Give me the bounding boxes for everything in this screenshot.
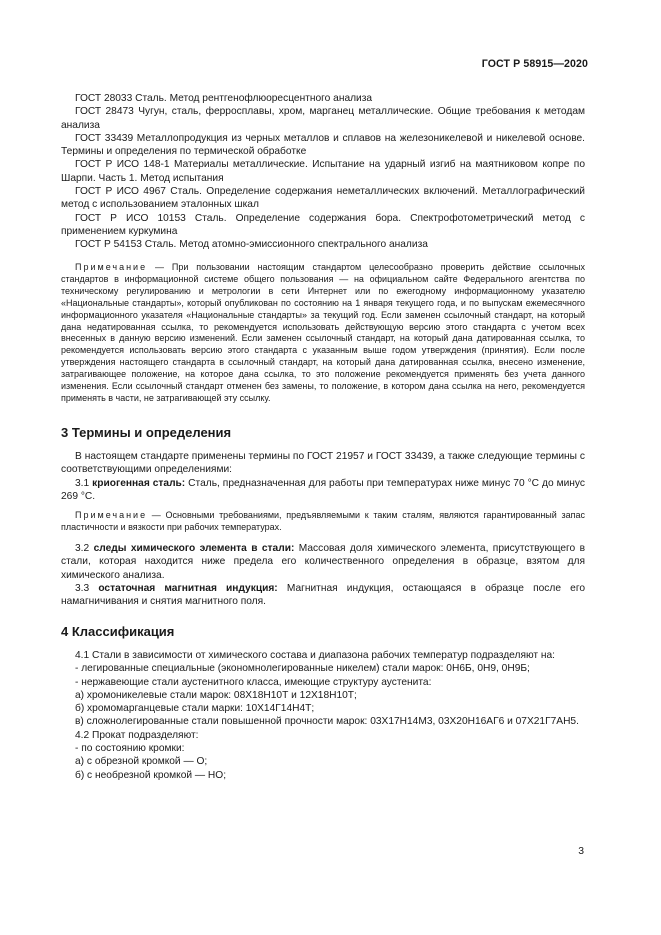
term-3-3: 3.3 остаточная магнитная индукция: Магнитная индукция, остающаяся в образце после его намагничивания и снятия магнитного поля. — [61, 582, 585, 608]
term-definition: Магнитная индукция, остающаяся в образце после его намагничивания и снятия магнитного поля. — [61, 582, 585, 608]
reference-item: ГОСТ Р 54153 Сталь. Метод атомно-эмиссионного спектрального анализа — [75, 239, 428, 251]
reference-item: ГОСТ Р ИСО 10153 Сталь. Определение содержания бора. Спектрофотометрический метод с применением куркумина — [61, 212, 585, 237]
note-label: Примечание — [75, 510, 148, 521]
reference-item: ГОСТ 33439 Металлопродукция из черных металлов и сплавов на железоникелевой и никелевой основе. Термины и определения по термической обработке — [61, 132, 585, 158]
reference-item: ГОСТ 28033 Сталь. Метод рентгенофлюоресцентного анализа — [75, 93, 373, 104]
term-3-1: 3.1 криогенная сталь: Сталь, предназначенная для работы при температурах ниже минус 70 °С до минус 269 °С. — [61, 477, 585, 502]
classification-line: - нержавеющие стали аустенитного класса, имеющие структуру аустенита: — [75, 676, 432, 688]
term-name: криогенная сталь: — [92, 477, 186, 489]
term-definition: Массовая доля химического элемента, присутствующего в стали, которая находится ниже предела его количественного определения в образце, взятом для химического анализа. — [61, 543, 586, 581]
reference-item: ГОСТ 28473 Чугун, сталь, ферросплавы, хром, марганец металлические. Общие требования к методам анализа — [61, 106, 585, 131]
note-label: Примечание — [75, 262, 148, 272]
classification-line: б) с необрезной кромкой — НО; — [75, 769, 227, 781]
reference-item: ГОСТ Р ИСО 148-1 Материалы металлические. Испытание на ударный изгиб на маятниковом копре по Шарпи. Часть 1. Метод испытания — [61, 159, 585, 184]
page-number: 3 — [578, 846, 584, 857]
classification-line: - по состоянию кромки: — [75, 743, 185, 755]
term-3-2: 3.2 следы химического элемента в стали: Массовая доля химического элемента, присутствующего в стали, которая находится ниже предела его количественного определения в образце, взятом для химического анализа. — [61, 543, 586, 581]
classification-line: б) хромомарганцевые стали марки: 10Х14Г14Н4Т; — [75, 703, 315, 715]
note-text: — Основными требованиями, предъявляемыми к таким сталям, являются гарантированный запас пластичности и вязкости при рабочих температурах. — [61, 510, 585, 533]
term-note — [61, 510, 585, 534]
section-4 — [61, 624, 585, 782]
classification-line: 4.1 Стали в зависимости от химического состава и диапазона рабочих температур подразделяют на: — [75, 650, 556, 661]
section-intro: В настоящем стандарте применены термины по ГОСТ 21957 и ГОСТ 33439, а также следующие термины с соответствующими определениями: — [61, 451, 585, 476]
document-id-header: ГОСТ Р 58915—2020 — [481, 58, 588, 70]
normative-references-list — [61, 92, 585, 252]
term-name: следы химического элемента в стали: — [93, 543, 295, 554]
section-heading: 4 Классификация — [61, 624, 175, 639]
section-3 — [61, 425, 585, 608]
term-name: остаточная магнитная индукция: — [98, 582, 278, 594]
classification-line: 4.2 Прокат подразделяют: — [75, 729, 199, 741]
classification-line: - легированные специальные (экономнолегированные никелем) стали марок: 0Н6Б, 0Н9, 0Н9Б; — [75, 663, 530, 675]
references-note — [61, 262, 585, 405]
note-text: — При пользовании настоящим стандартом целесообразно проверить действие ссылочных стандартов в информационной системе общего пользования — на официальном сайте Федерального агентства по техническому регулированию и метрологии в сети Интернет или по ежегодному информационному указателю «Национальные стандарты», который опубликован по состоянию на 1 января текущего года, и по выпускам ежемесячного информационного указателя «Национальные стандарты» за текущий год. Если заменен ссылочный стандарт, на который дана недатированная ссылка, то рекомендуется использовать действующую версию этого стандарта с учетом всех внесенных в данную версию изменений. Если заменен ссылочный стандарт, на который дана датированная ссылка, то рекомендуется использовать версию этого стандарта с указанным выше годом утверждения (принятия). Если после утверждения настоящего стандарта в ссылочный стандарт, на который дана датированная ссылка, внесено изменение, затрагивающее положение, на которое дана ссылка, то это положение рекомендуется применять без учета данного изменения. Если ссылочный стандарт отменен без замены, то положение, в котором дана ссылка на него, рекомендуется применять в части, не затрагивающей эту ссылку. — [61, 262, 585, 403]
reference-item: ГОСТ Р ИСО 4967 Сталь. Определение содержания неметаллических включений. Металлографический метод с использованием эталонных шкал — [61, 186, 585, 211]
classification-line: в) сложнолегированные стали повышенной прочности марок: 03Х17Н14М3, 03Х20Н16АГ6 и 07Х21Г7АН5. — [75, 716, 579, 728]
term-definition: Сталь, предназначенная для работы при температурах ниже минус 70 °С до минус 269 °С. — [61, 477, 585, 502]
classification-line: а) хромоникелевые стали марок: 08Х18Н10Т и 12Х18Н10Т; — [75, 689, 357, 701]
section-heading: 3 Термины и определения — [61, 425, 232, 440]
classification-line: а) с обрезной кромкой — О; — [75, 756, 208, 768]
